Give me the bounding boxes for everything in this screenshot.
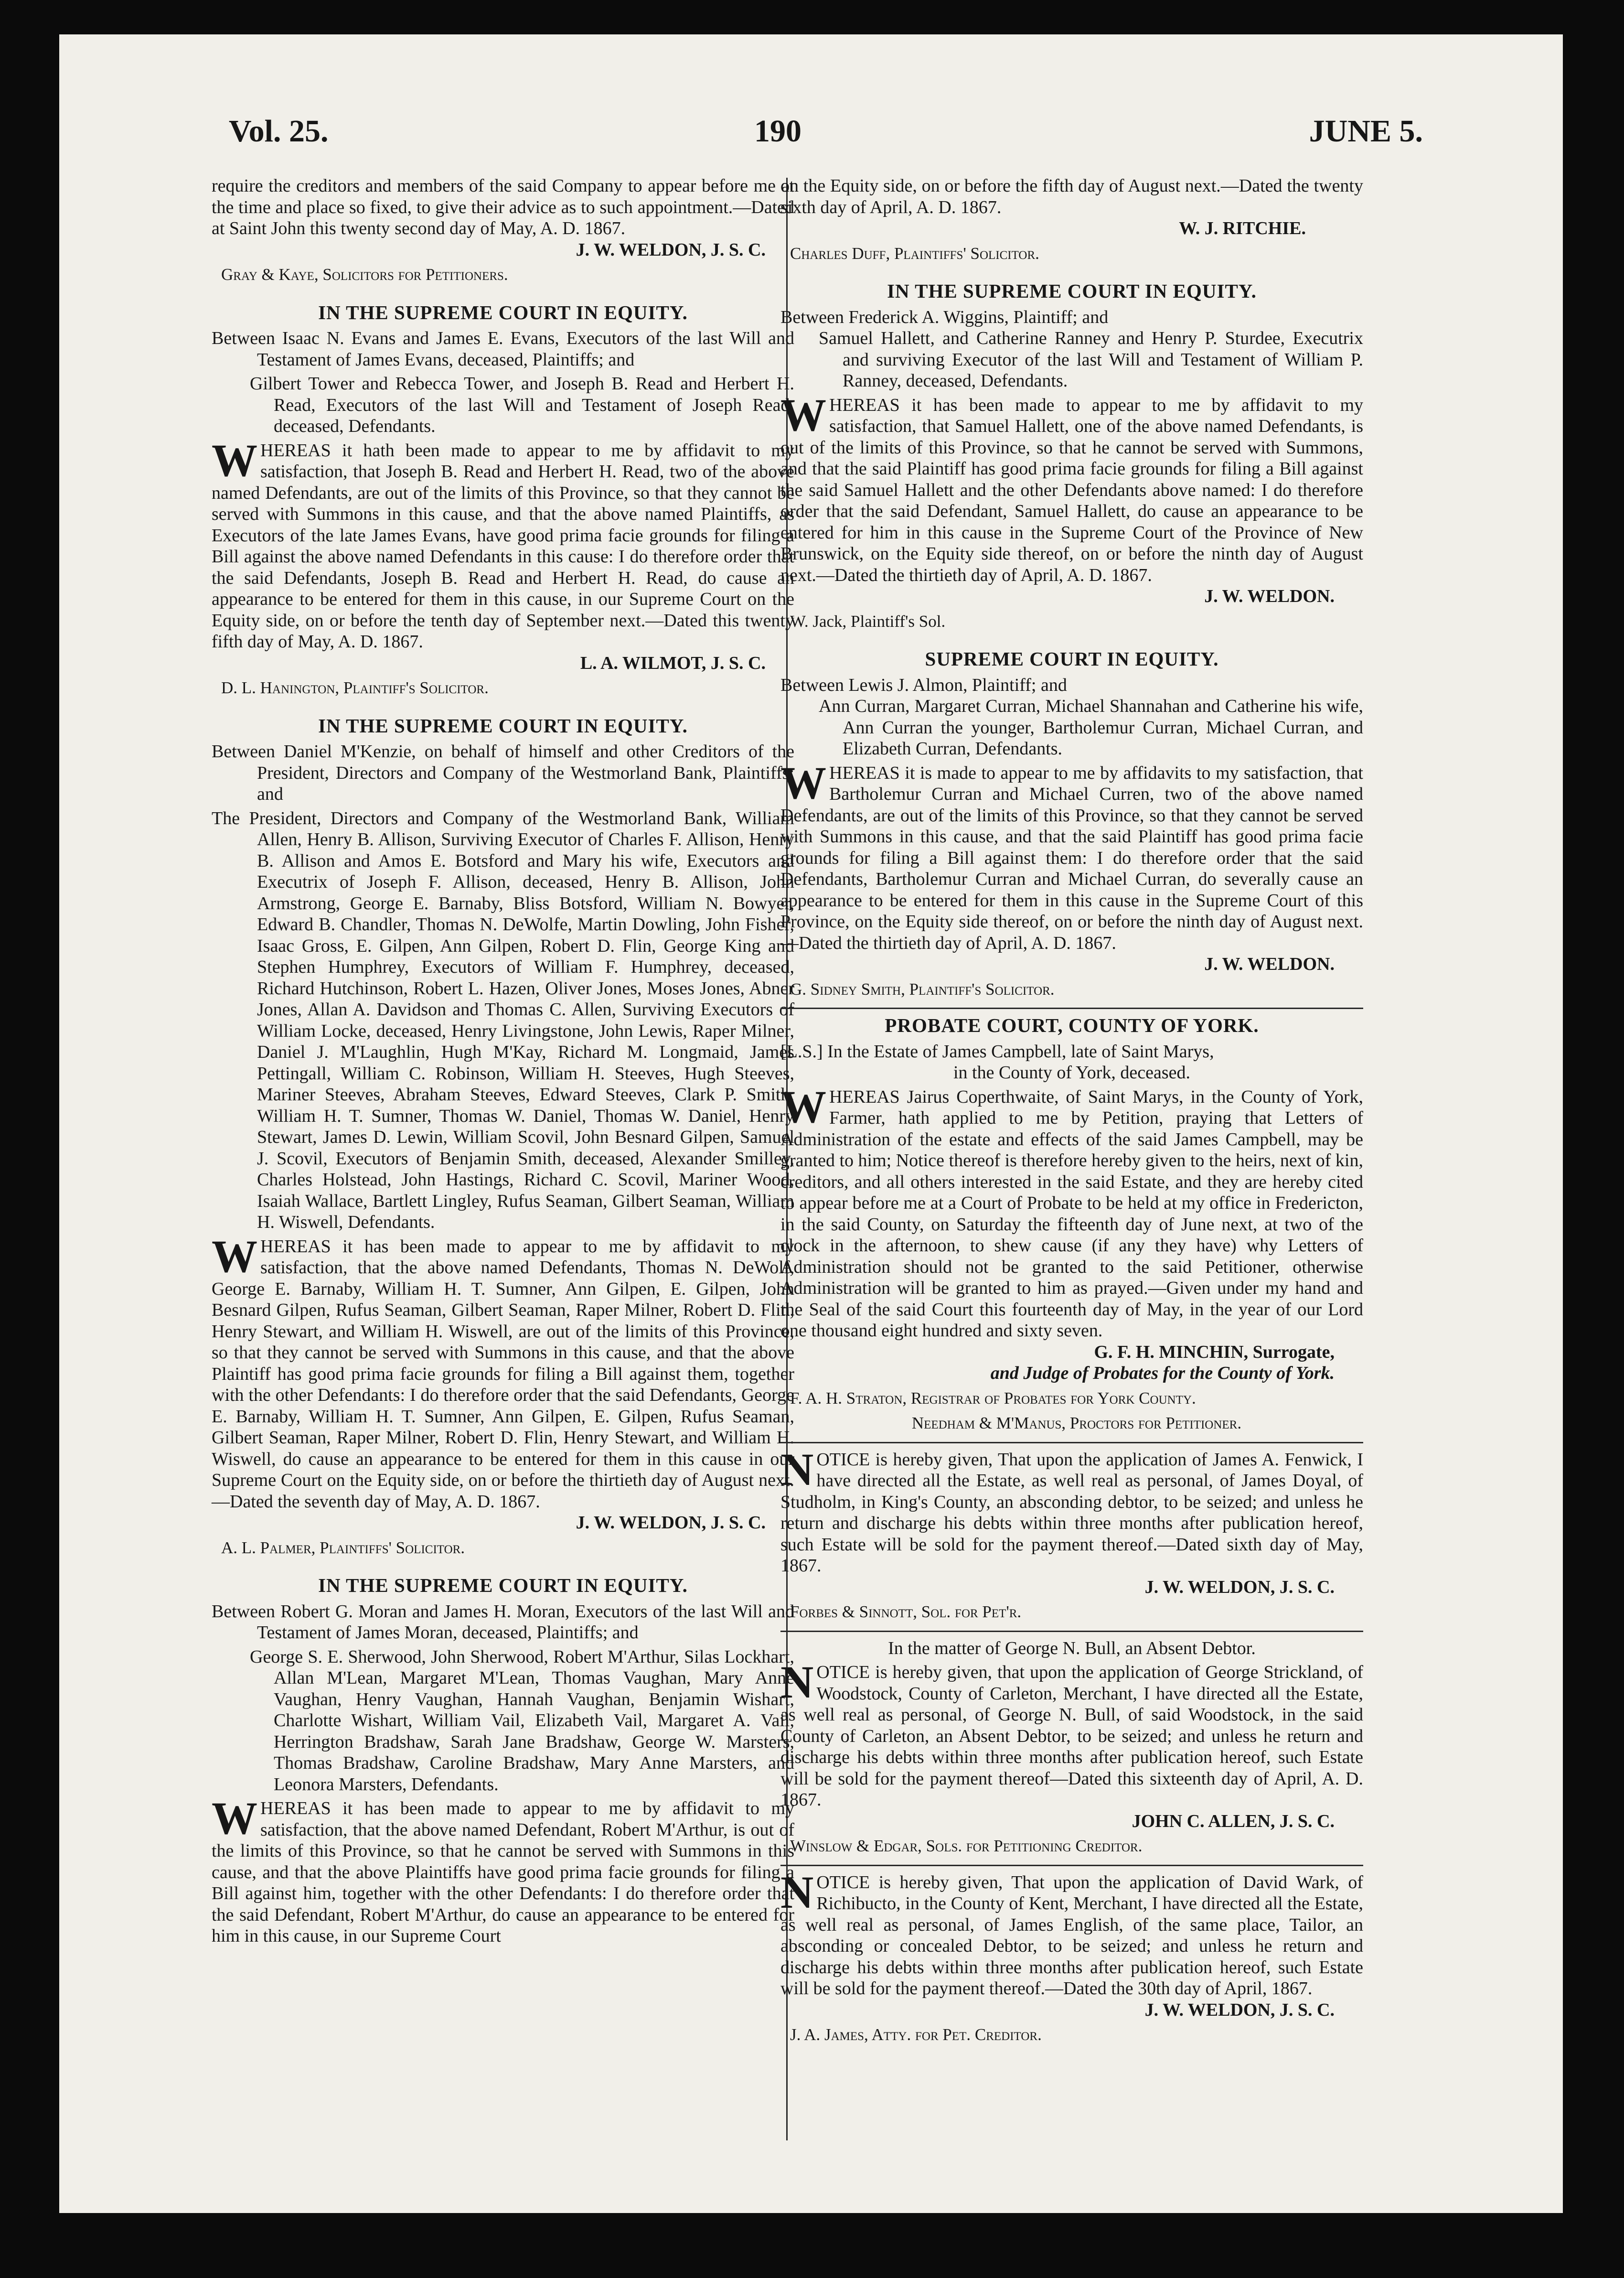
solicitor-line: A. L. Palmer, Plaintiffs' Solicitor. xyxy=(221,1538,465,1557)
notice-body: WHEREAS it has been made to appear to me by affidavit to my satisfaction, that Samuel Hallett, one of the above named Defendants, is out of the limits of this Province, so that he cannot be served with Summons, and that the said Plaintiff has good prima facie grounds for filing a Bill against the said Samuel Hallett and the other Defendants above named: I do therefore order that the said Defendant, Samuel Hallett, do cause an appearance to be entered for him in this cause in the Supreme Court of the Province of New Brunswick, on the Equity side thereof, on or before the ninth day of August next.—Dated the thirtieth day of April, A. D. 1867. xyxy=(780,389,1363,585)
notice-between: Between Robert G. Moran and James H. Moran, Executors of the last Will and Testament of James Moran, deceased, Plaintiffs; and xyxy=(212,1601,794,1643)
drop-cap: W xyxy=(212,1793,257,1844)
notice-body: WHEREAS it is made to appear to me by affidavits to my satisfaction, that Bartholemur Curran and Michael Curren, two of the above named Defendants, are out of the limits of this Province, so that they cannot be served with Summons in this cause, and that the said Plaintiff has good prima facie grounds for filing a Bill against them: I do therefore order that the said Defendants, Bartholemur Curran and Michael Curran, do severally cause an appearance to be entered for them in this cause in the Supreme Court of this Province, on the Equity side thereof, on or before the ninth day of August next.—Dated the thirtieth day of April, A. D. 1867. xyxy=(780,757,1363,953)
notice-heading: IN THE SUPREME COURT IN EQUITY. xyxy=(318,301,688,323)
signature: J. W. WELDON. xyxy=(1204,954,1335,974)
section-divider xyxy=(780,1631,1363,1632)
solicitor-line: Winslow & Edgar, Sols. for Petitioning Creditor. xyxy=(790,1837,1143,1855)
notice-heading: PROBATE COURT, COUNTY OF YORK. xyxy=(885,1014,1259,1036)
absconding-notice-english xyxy=(780,1866,1363,2046)
notice-body: WHEREAS it has been made to appear to me by affidavit to my satisfaction, that the above named Defendants, Thomas N. DeWolf, George E. Barnaby, William H. T. Sumner, Ann Gilpen, E. Gilpen, John Besnard Gilpen, Rufus Seaman, Gilbert Seaman, Raper Milner, Robert D. Flin, Henry Stewart, and William H. Wiswell, are out of the limits of this Province, so that they cannot be served with Summons in this cause, and that the above Plaintiff has good prima facie grounds for filing a Bill against them, together with the other Defendants: I do therefore order that the said Defendants, George E. Barnaby, William H. T. Sumner, Ann Gilpen, E. Gilpen, Rufus Seaman, Gilbert Seaman, Raper Milner, Robert D. Flin, Henry Stewart, and William H. Wiswell, do cause an appearance to be entered for them in this cause in our Supreme Court on the Equity side, on or before the thirtieth day of August next.—Dated the seventh day of May, A. D. 1867. xyxy=(212,1230,794,1512)
drop-cap: N xyxy=(780,1443,814,1495)
absconding-notice-doyal xyxy=(780,1443,1363,1623)
notice-defendants: The President, Directors and Company of the Westmorland Bank, William Allen, Henry B. Allison, Surviving Executor of Charles F. Allison, Henry B. Allison and Amos E. Botsford and Mary his wife, Executors and Executrix of Joseph F. Allison, deceased, Henry B. Allison, John Armstrong, George E. Barnaby, Bliss Botsford, William N. Bowyer, Edward B. Chandler, Thomas N. DeWolfe, Martin Dowling, John Fisher, Isaac Gross, E. Gilpen, Ann Gilpen, Robert D. Flin, George King and Stephen Humphrey, Executors of William F. Humphrey, deceased, Richard Hutchinson, Robert L. Hazen, Oliver Jones, Moses Jones, Abner Jones, Allan A. Davidson and Thomas C. Allen, Surviving Executors of William Locke, deceased, Henry Livingstone, John Lewis, Raper Milner, Daniel J. M'Laughlin, Hugh M'Kay, Richard M. Longmaid, James Pettingall, William C. Robinson, William H. Steeves, Hugh Steeves, Mariner Steeves, Abraham Steeves, Edward Steeves, Clark P. Smith, William H. T. Sumner, Thomas W. Daniel, Thomas W. Daniel, Henry Stewart, James D. Lewin, William Scovil, John Besnard Gilpen, Samuel J. Scovil, Executors of Benjamin Smith, deceased, Alexander Smilley, Charles Holstead, John Hastings, Richard C. Scovil, Mariner Wood, Isaiah Wallace, Bartlett Lingley, Rufus Seaman, Gilbert Seaman, William H. Wiswell, Defendants. xyxy=(212,808,794,1232)
drop-cap: N xyxy=(780,1866,814,1918)
notice-body: WHEREAS it has been made to appear to me by affidavit to my satisfaction, that the above named Defendant, Robert M'Arthur, is out of the limits of this Province, so that he cannot be served with Summons in this cause, and that the above Plaintiffs have good prima facie grounds for filing a Bill against him, together with the other Defendants: I do therefore order that the said Defendant, Robert M'Arthur, do cause an appearance to be entered for him in this cause, in our Supreme Court xyxy=(212,1793,794,1946)
volume-label: Vol. 25. xyxy=(229,114,329,149)
newspaper-page xyxy=(59,34,1563,2213)
equity-notice-evans xyxy=(212,302,794,699)
notice-between: Between Isaac N. Evans and James E. Evans, Executors of the last Will and Testament of James Evans, deceased, Plaintiffs; and xyxy=(212,328,794,370)
solicitor-line: J. A. James, Atty. for Pet. Creditor. xyxy=(790,2025,1042,2044)
absent-debtor-notice-bull xyxy=(780,1638,1363,1857)
signature: J. W. WELDON, J. S. C. xyxy=(1144,1999,1335,2020)
signature: J. W. WELDON, J. S. C. xyxy=(576,1513,766,1533)
probate-notice-campbell xyxy=(780,1015,1363,1434)
notice-title: In the matter of George N. Bull, an Absent Debtor. xyxy=(888,1638,1256,1658)
solicitor-line: G. Sidney Smith, Plaintiff's Solicitor. xyxy=(790,979,1055,999)
signature: J. W. WELDON. xyxy=(1204,586,1335,606)
signature: G. F. H. MINCHIN, Surrogate, xyxy=(1094,1342,1335,1362)
equity-notice-mckenzie xyxy=(212,715,794,1559)
drop-cap: W xyxy=(212,434,257,486)
seal-line-continued: in the County of York, deceased. xyxy=(953,1063,1191,1083)
notice-heading: SUPREME COURT IN EQUITY. xyxy=(925,648,1219,670)
drop-cap: W xyxy=(212,1230,257,1282)
drop-cap: W xyxy=(780,1081,826,1132)
drop-cap: W xyxy=(780,757,826,808)
page-number: 190 xyxy=(754,114,801,149)
continued-notice-text: require the creditors and members of the said Company to appear before me at the time and place so fixed, to give their advice as to such appointment.—Dated at Saint John this twenty second day of May, A. D. 1867. xyxy=(212,176,794,238)
continued-notice-text: on the Equity side, on or before the fifth day of August next.—Dated the twenty sixth day of April, A. D. 1867. xyxy=(780,176,1363,217)
signature: J. W. WELDON, J. S. C. xyxy=(576,239,766,260)
issue-date: JUNE 5. xyxy=(1309,114,1423,149)
drop-cap: W xyxy=(780,389,826,441)
equity-notice-moran xyxy=(212,1575,794,1947)
solicitor-line: D. L. Hanington, Plaintiff's Solicitor. xyxy=(221,678,489,697)
notice-body: WHEREAS Jairus Coperthwaite, of Saint Marys, in the County of York, Farmer, hath applied to me by Petition, praying that Letters of Administration of the estate and effects of the said James Campbell, may be granted to him; Notice thereof is therefore hereby given to the heirs, next of kin, creditors, and all others interested in the said Estate, and they are hereby cited to appear before me at a Court of Probate to be held at my office in Fredericton, in the said County, on Saturday the fifteenth day of June next, at two of the clock in the afternoon, to shew cause (if any they have) why Letters of Administration should not be granted to the said Petitioner, otherwise Administration will be granted to him as prayed.—Given under my hand and the Seal of the said Court this fourteenth day of May, in the year of our Lord one thousand eight hundred and sixty seven. xyxy=(780,1081,1363,1341)
signature: L. A. WILMOT, J. S. C. xyxy=(580,653,766,673)
notice-body: NOTICE is hereby given, That upon the application of James A. Fenwick, I have directed all the Estate, as well real as personal, of James Doyal, of Studholm, in King's County, an absconding debtor, to be seized; and unless he return and discharge his debts within three months after publication hereof, such Estate will be sold for the payment thereof.—Dated sixth day of May, 1867. xyxy=(780,1443,1363,1576)
section-divider xyxy=(780,1008,1363,1009)
notice-between: Between Frederick A. Wiggins, Plaintiff; and xyxy=(780,307,1109,327)
signature-title: and Judge of Probates for the County of York. xyxy=(990,1363,1335,1383)
notice-defendants: Ann Curran, Margaret Curran, Michael Shannahan and Catherine his wife, Ann Curran the younger, Bartholemur Curran, Michael Curran, and Elizabeth Curran, Defendants. xyxy=(819,696,1363,759)
equity-notice-wiggins xyxy=(780,280,1363,632)
solicitor-line: Charles Duff, Plaintiffs' Solicitor. xyxy=(790,244,1039,263)
notice-heading: IN THE SUPREME COURT IN EQUITY. xyxy=(318,1574,688,1596)
page-header xyxy=(229,113,1423,185)
signature: J. W. WELDON, J. S. C. xyxy=(1144,1577,1335,1597)
signature: JOHN C. ALLEN, J. S. C. xyxy=(1132,1811,1335,1831)
solicitor-line: Forbes & Sinnott, Sol. for Pet'r. xyxy=(790,1602,1022,1621)
notice-body: WHEREAS it hath been made to appear to me by affidavit to my satisfaction, that Joseph B. Read and Herbert H. Read, two of the above named Defendants, are out of the limits of this Province, so that they cannot be served with Summons in this cause, and that the above named Plaintiffs, as Executors of the late James Evans, have good prima facie grounds for filing a Bill against the above named Defendants in this cause: I do therefore order that the said Defendants, Joseph B. Read and Herbert H. Read, do cause an appearance to be entered for them in this cause, in our Supreme Court on the Equity side, on or before the tenth day of September next.—Dated this twenty fifth day of May, A. D. 1867. xyxy=(212,434,794,652)
notice-body: NOTICE is hereby given, that upon the application of George Strickland, of Woodstock, County of Carleton, Merchant, I have directed all the Estate, as well real as personal, of George N. Bull, of said Woodstock, in the said County of Carleton, an Absent Debtor, to be seized; and unless he return and discharge his debts within three months after publication hereof, such Estate will be sold for the payment thereof—Dated this sixteenth day of April, A. D. 1867. xyxy=(780,1656,1363,1810)
section-divider xyxy=(780,1865,1363,1866)
solicitor-line: Gray & Kaye, Solicitors for Petitioners. xyxy=(221,265,508,284)
notice-defendants: George S. E. Sherwood, John Sherwood, Robert M'Arthur, Silas Lockhart, Allan M'Lean, Margaret M'Lean, Thomas Vaughan, Mary Anne Vaughan, Henry Vaughan, Hannah Vaughan, Benjamin Wishart, Charlotte Wishart, William Vail, Elizabeth Vail, Margaret A. Vail, Herrington Bradshaw, Sarah Jane Bradshaw, George W. Marsters, Thomas Bradshaw, Caroline Bradshaw, Mary Anne Marsters, and Leonora Marsters, Defendants. xyxy=(250,1646,794,1794)
notice-between: Between Daniel M'Kenzie, on behalf of himself and other Creditors of the President, Directors and Company of the Westmorland Bank, Plaintiffs; and xyxy=(212,741,794,804)
notice-defendants: Samuel Hallett, and Catherine Ranney and Henry P. Sturdee, Executrix and surviving Executor of the last Will and Testament of William P. Ranney, deceased, Defendants. xyxy=(819,328,1363,391)
seal-line: [L.S.] In the Estate of James Campbell, late of Saint Marys, xyxy=(780,1041,1214,1062)
registrar-line: F. A. H. Straton, Registrar of Probates for York County. xyxy=(790,1388,1196,1408)
notice-heading: IN THE SUPREME COURT IN EQUITY. xyxy=(318,714,688,737)
notice-body: NOTICE is hereby given, That upon the application of David Wark, of Richibucto, in the County of Kent, Merchant, I have directed all the Estate, as well real as personal, of James English, of the same place, Tailor, an absconding or concealed Debtor, to be seized; and unless he return and discharge his debts within three months after publication hereof, such Estate will be sold for the payment thereof.—Dated the 30th day of April, 1867. xyxy=(780,1866,1363,1999)
drop-cap: N xyxy=(780,1656,814,1708)
notice-heading: IN THE SUPREME COURT IN EQUITY. xyxy=(887,280,1257,302)
solicitor-line: W. Jack, Plaintiff's Sol. xyxy=(790,612,946,631)
section-divider xyxy=(780,1442,1363,1443)
left-column xyxy=(212,175,794,1947)
notice-defendants: Gilbert Tower and Rebecca Tower, and Joseph B. Read and Herbert H. Read, Executors of the last Will and Testament of Joseph Read, deceased, Defendants. xyxy=(250,374,794,436)
proctor-line: Needham & M'Manus, Proctors for Petitioner. xyxy=(911,1414,1242,1432)
right-column xyxy=(780,175,1363,2046)
equity-notice-almon xyxy=(780,648,1363,1000)
notice-between: Between Lewis J. Almon, Plaintiff; and xyxy=(780,675,1067,695)
signature: W. J. RITCHIE. xyxy=(1179,218,1306,238)
